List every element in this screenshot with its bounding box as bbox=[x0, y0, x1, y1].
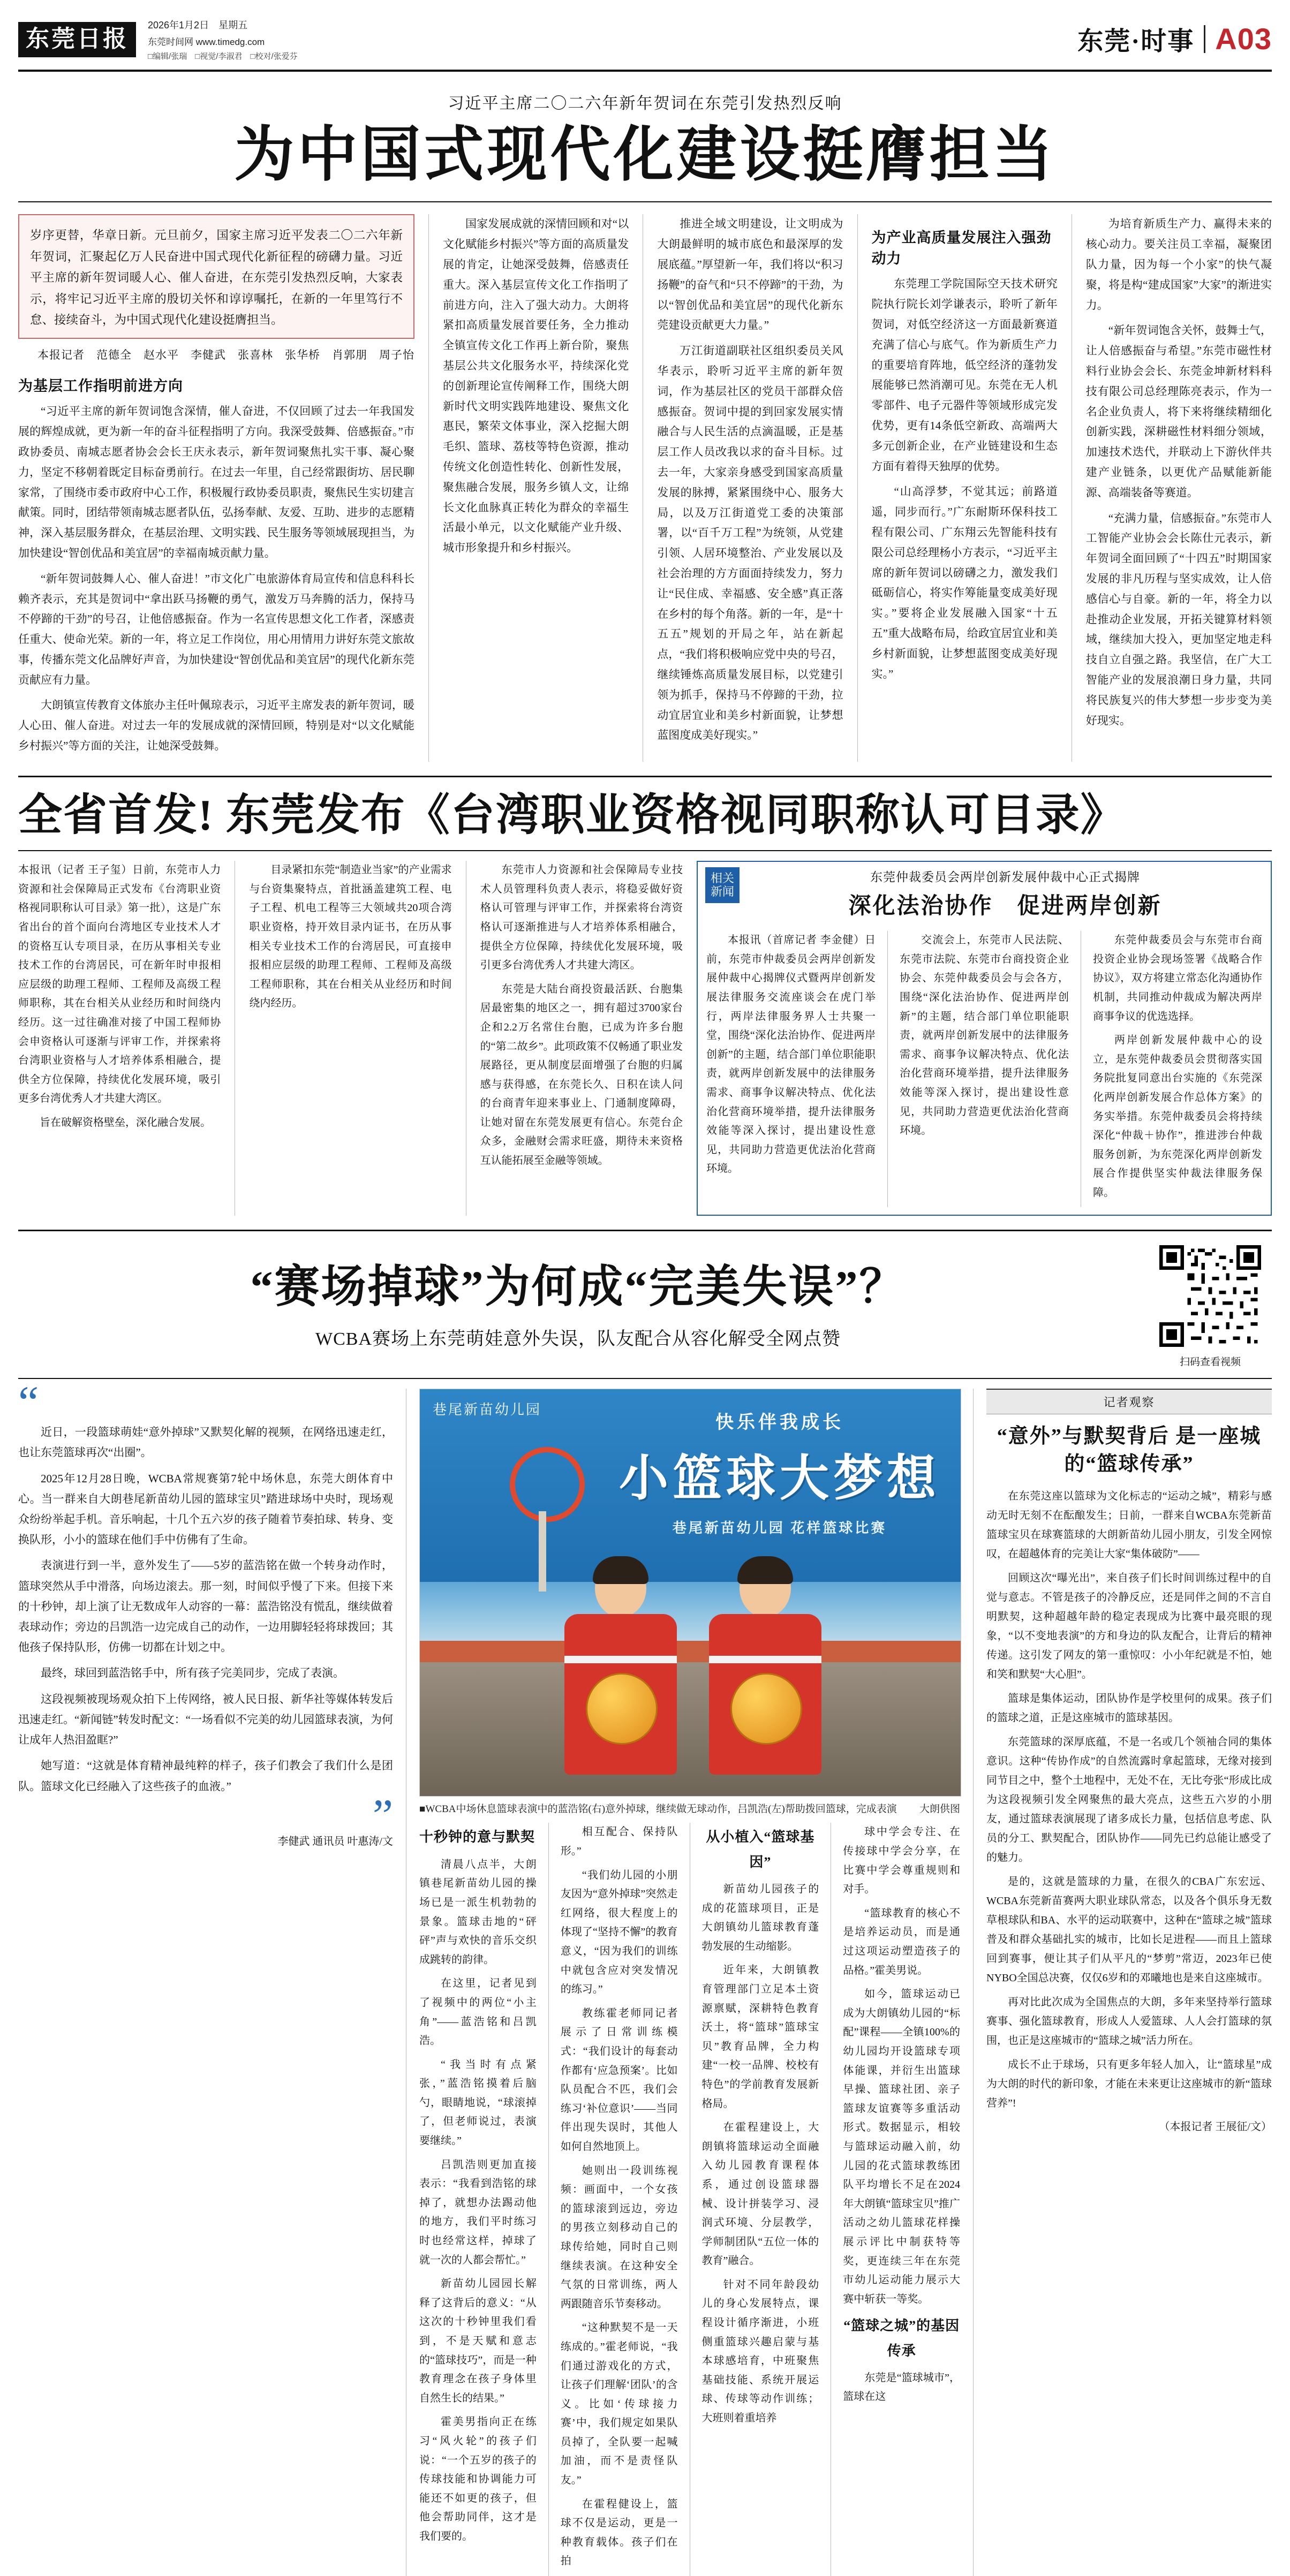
banner-line-2: 小篮球大梦想 bbox=[618, 1451, 940, 1506]
story3-subcolumn-4: 球中学会专注、在传接球中学会分享，在比赛中学会尊重规则和对手。 “篮球教育的核心不是培养运动员，而是通过这项运动塑造孩子的品格。”霍美男说。 如今，篮球运动已成为大朗镇幼儿园的“标配”课程——全镇100%的幼儿园均开设篮球专项体能课，并衍生出篮球早操、篮球社团、亲子篮球友谊赛等多重活动形式。数据显示，相较与篮球运动融入前，幼儿园的花式篮球教练团队平均增长不足在2024年大朗镇“篮球宝贝”推广活动之幼儿篮球花样操展示评比中制获特等奖，更连续三年在东莞市幼儿运动能力展示大赛中斩获一等奖。 “篮球之城”的基因传承 东莞是“篮球城市”，篮球在这 bbox=[843, 1826, 960, 2403]
photo-credit: 大朗供图 bbox=[919, 1804, 960, 1815]
photo-court-stripe bbox=[420, 1641, 961, 1662]
related-news-title: 深化法治协作 促进两岸创新 bbox=[848, 894, 1162, 919]
story3-photo-column bbox=[419, 1389, 960, 2576]
issue-date: 2026年1月2日 星期五 bbox=[148, 20, 248, 31]
story-main-lead bbox=[18, 214, 414, 761]
related-news-col-3: 东莞仲裁委员会与东莞市台商投资企业协会现场签署《战略合作协议》，双方将建立常态化沟通协作机制，共同推动仲裁成为解决两岸商事争议的优选选择。 两岸创新发展仲裁中心的设立，是东莞仲裁委员会贯彻落实国务院批复同意出台实施的《东莞深化两岸创新发展合作总体方案》的务实举措。东莞仲裁委员会将持续深化“仲裁＋协作”，推进涉台仲裁服务创新，为东莞深化两岸创新发展合作提供坚实仲裁法律服务保障。 bbox=[1092, 934, 1262, 1199]
child-photo-left bbox=[554, 1559, 688, 1775]
child-uniform bbox=[709, 1614, 821, 1775]
divider bbox=[18, 850, 1272, 851]
editor-credits: □编辑/张瑞 □视觉/李淑君 □校对/张爱芬 bbox=[148, 52, 298, 62]
divider bbox=[1204, 25, 1205, 53]
masthead bbox=[18, 15, 1272, 72]
child-hair bbox=[593, 1556, 648, 1584]
column-5 bbox=[1086, 214, 1272, 761]
observation-label: 记者观察 bbox=[986, 1389, 1272, 1414]
subhead-ten-seconds: 十秒钟的意与默契 bbox=[419, 1829, 535, 1845]
story2-column-1: 本报讯（记者 王子玺）日前，东莞市人力资源和社会保障局正式发布《台湾职业资格视同职称认可目录》第一批），这是广东省出台的首个面向台湾地区专业技术人才的资格互认专项目录，在历从事相关专业技术工作的台湾居民，可在新年时申报相应层级的助理工程师、工程师及高级工程师职称，其在台相关从业经历和时间绕内经历。这一过往确准对接了中国工程师协会申资格认可逐渐与评审工作，并探索将台湾职业资格与人才培养体系相融合，提供全方位保障，持续优化发展环境，吸引更多台湾优秀人才共建大湾区。 旨在破解资格壁垒，深化融合发展。 bbox=[18, 864, 221, 1128]
observation-byline: （本报记者 王展征/文） bbox=[1159, 2121, 1272, 2133]
related-news-header bbox=[698, 862, 1271, 923]
quote-close-icon: ” bbox=[372, 1789, 393, 1841]
masthead-logo-box bbox=[18, 15, 298, 64]
subhead-city-of-basketball: “篮球之城”的基因传承 bbox=[843, 2318, 960, 2359]
section-title: 东莞·时事 bbox=[1077, 27, 1195, 56]
related-news-box bbox=[697, 861, 1272, 1216]
story3-quote-column bbox=[18, 1376, 393, 2576]
story-taiwan-credentials bbox=[18, 777, 1272, 1216]
column-text-5: 为培育新质生产力、赢得未来的核心动力。要关注员工幸福，凝聚团队力量，因为每一个小家”的快气凝聚，将是构“建成国家”大家”的渐进实力。 “新年贺词饱含关怀，鼓舞士气，让人倍感振奋与希望。”东莞市磁性材料行业协会会长、东莞金坤新材料科技有限公司总经理陈亮表示，作为一名企业负责人，将下来将继续精细化创新实践，深耕磁性材料细分领域，加速技术迭代，并联动上下游伙伴共建产业链条，以更优产品赋能新能源、高端装备等赛道。 “充满力量，信感振奋。”东莞市人工智能产业协会会长陈仕元表示，新年贺词全面回顾了“十四五”时期国家发展的非凡历程与坚实成效，让人倍感信心与自豪。新的一年，将全力以赴推动企业发展，开拓关键算材料领域，继续加大投入，更加坚定地走科技自立自强之路。我坚信，在广大工智能产业的发展浪潮日身力量，共同将民族复兴的伟大梦想一步步变为美好现实。 bbox=[1085, 217, 1272, 727]
story3-body bbox=[18, 1376, 1272, 2576]
observation-text: 在东莞这座以篮球为文化标志的“运动之城”，精彩与感动无时无刻不在酝酿发生；日前，一群来自WCBA东莞新苗篮球宝贝在球赛篮球的大朗新苗幼儿园小朋友，引发全网惊叹，在超越体育的完美让大家“集体破防”—— 回顾这次“曝光出”，来自孩子们长时间训练过程中的自觉与意志。不管是孩子的冷静反应，还是同伴之间的不言自明默契，这种超越年龄的稳定表现成为比赛中最亮眼的现象，“以不变地表演”的方和身边的队友配合，让背后的精神传递。这引发了网友的第一重惊叹：小小年纪就是不怕，她和笑和默契“大心胆”。 篮球是集体运动，团队协作是学校里何的成果。孩子们的篮球之道，正是这座城市的篮球基因。 东莞篮球的深厚底蕴，不是一名或几个领袖合同的集体意识。这种“传协作成”的自然流露时拿起篮球，无缘对接到同节目之中，整个土地程中，无处不在，无比夸张“形成比成为这段视频引发全网聚焦的最大亮点，这些五六岁的小朋友，通过篮球表演展现了诸多成长力量，包括信息考虑、队员的分工、默契配合，团队协作——同先已约总能让感受了的魅力。 是的，这就是篮球的力量，在很久的CBA广东宏远、WCBA东莞新苗赛两大职业球队常态，以及各个俱乐身无数草根球队和BA、水平的运动联赛中，这种在“篮球之城”篮球普及和群众基础扎实的城市，比如长足进程——而且上篮球回到赛事，便让其子们从平凡的“梦剪”常迈，2023年已使NYBO全国总决赛，仅仅6岁和的邓曦地也是来自这座城市。 再对比此次成为全国焦点的大朗，多年来坚持举行篮球赛事、强化篮球教育，形成人人爱篮球、人人会打篮球的氛围，也正是这座城市的“篮球之城”活力所在。 成长不止于球场，只有更多年轻人加入，让“篮球星”成为大朗的时代的新印象，才能在未来更让这座城市的新“篮球营养”! bbox=[986, 1490, 1272, 2110]
story3-header bbox=[18, 1245, 1272, 1368]
related-news-col-1: 本报讯（首席记者 李金健）日前，东莞市仲裁委员会两岸创新发展仲裁中心揭牌仪式暨两岸创新发展法律服务交流座谈会在虎门举行，两岸法律服务界人士共聚一堂，围绕“深化法治协作、促进两岸创新”的主题，结合部门单位职能职责，就两岸创新发展中的法律服务需求、商事争议解决特点、优化法治化营商环境举措，提升法律服务效能等深入探讨，提出建设性意见，共同助力营造更优法治化营商环境。 bbox=[706, 934, 876, 1175]
basketball-icon bbox=[730, 1673, 802, 1745]
related-news-badge: 相关 新闻 bbox=[705, 867, 740, 903]
story3-subcolumn-3: 从小植入“篮球基因” 新苗幼儿园孩子的成的花篮球项目，正是大朗镇幼儿篮球教育蓬勃发展的生动缩影。 近年来，大朗镇教育管理部门立足本土资源禀赋，深耕特色教育沃土，将“篮球”篮球宝贝”教育品牌，全力构建“一校一品牌、校校有特色”的学前教育发展新格局。 在霍程建设上，大朗镇将篮球运动全面融入幼儿园教育课程体系，通过创设篮球器械、设计拼装学习、浸润式环境、分层教学，学师制团队“五位一体的教育”融合。 针对不同年龄段幼儿的身心发展特点，课程设计循序渐进，小班侧重篮球兴趣启蒙与基本球感培育，中班聚焦基础技能、系统开展运球、传球等动作训练；大班则着重培养 bbox=[702, 1823, 819, 2576]
subhead-basketball-gene: 从小植入“篮球基因” bbox=[706, 1829, 815, 1870]
story-main bbox=[18, 72, 1272, 762]
observation-title: “意外”与默契背后 是一座城的“篮球传承” bbox=[997, 1425, 1262, 1475]
uniform-stripe bbox=[564, 1656, 677, 1663]
divider bbox=[548, 1823, 549, 2576]
divider bbox=[857, 214, 858, 761]
reporter-observation bbox=[986, 1389, 1272, 2576]
child-hair bbox=[737, 1556, 793, 1584]
divider bbox=[428, 214, 429, 761]
subhead-1: 为基层工作指明前进方向 bbox=[18, 378, 183, 395]
photo-court-ground bbox=[420, 1662, 961, 1796]
story3-headline: “赛场掉球”为何成“完美失误”？ bbox=[250, 1262, 906, 1313]
banner-line-1: 快乐伴我成长 bbox=[715, 1413, 844, 1433]
divider bbox=[887, 931, 888, 1207]
basketball-icon bbox=[586, 1673, 658, 1745]
story3-subcolumn-2: 相互配合、保持队形。” “我们幼儿园的小朋友因为“意外掉球”突然走红网络，很大程度上的体现了“坚持不懈”的教育意义，“因为我们的训练中就包含应对突发情况的练习。” 教练霍老师同记者展示了日常训练模式：“我们设计的每套动作都有‘应急预案’。比如队员配合不匹，我们会练习‘补位意识’——当同伴出现失误时，其他人如何自然地顶上。 她则出一段训练视频：画面中，一个女孩的篮球滚到远边，旁边的男孩立刻移动自己的球传给她，同时自己则继续表演。在这种安全气氛的日常训练，两人两跟随音乐节奏移动。 “这种默契不是一天练成的。”霍老师说，“我们通过游戏化的方式，让孩子们理解‘团队’的含义。比如‘传球接力赛’中，我们规定如果队员掉了，全队要一起喊加油，而不是责怪队友。” 在霍程健设上，篮球不仅是运动，更是一种教育载体。孩子们在拍 bbox=[560, 1826, 678, 2567]
story-basketball bbox=[18, 1231, 1272, 2576]
story-main-headline: 为中国式现代化建设挺膺担当 bbox=[234, 122, 1056, 188]
story-main-byline: 本报记者 范德全 赵水平 李健武 张喜林 张华桥 肖郭朋 周子怡 bbox=[37, 348, 414, 362]
photo-caption-row bbox=[419, 1801, 960, 1815]
related-news-body bbox=[698, 923, 1271, 1215]
story3-quote-byline: 李健武 通讯员 叶惠涛/文 bbox=[277, 1836, 393, 1848]
qr-code-icon[interactable] bbox=[1159, 1245, 1261, 1347]
photo-banner-text bbox=[619, 1407, 940, 1537]
banner-line-3: 巷尾新苗幼儿园 花样篮球比赛 bbox=[672, 1520, 887, 1536]
qr-caption: 扫码查看视频 bbox=[1179, 1357, 1241, 1368]
story3-subcolumns bbox=[419, 1823, 960, 2576]
column-4 bbox=[872, 214, 1058, 761]
page-number: A03 bbox=[1215, 22, 1272, 56]
story3-quote-text: 近日，一段篮球萌娃“意外掉球”又默契化解的视频，在网络迅速走红，也让东莞篮球再次“出圈”。 2025年12月28日晚，WCBA常规赛第7轮中场休息，东莞大朗体育中心。当一群来自大朗巷尾新苗幼儿园的篮球宝贝”踏进球场中央时，现场观众纷纷举起手机。音乐响起，十几个五六岁的孩子随着节奏拍球、转身、变换队形，小小的篮球在他们手中仿佛有了生命。 表演进行到一半，意外发生了——5岁的蓝浩铭在做一个转身动作时，篮球突然从手中滑落，向场边滚去。那一刻，时间似乎慢了下来。但接下来的十秒钟，却上演了让无数成年人动容的一幕：蓝浩铭没有慌乱，继续做着表球动作；旁边的吕凯浩一边完成自己的动作，一边用脚轻轻将球拨回；其他孩子保持队形，仿佛一切都在计划之中。 最终，球回到蓝浩铭手中，所有孩子完美同步，完成了表演。 这段视频被现场观众拍下上传网络，被人民日报、新华社等媒体转发后迅速走红。“新闻链”转发时配文：“一场看似不完美的幼儿园篮球表演，为何让成年人热泪盈眶?” 她写道：“这就是体育精神最纯粹的样子，孩子们教会了我们什么是团队。篮球文化已经融入了这些孩子的血液。” bbox=[18, 1426, 393, 1793]
basketball-hoop-icon bbox=[510, 1447, 585, 1522]
masthead-right bbox=[1077, 15, 1272, 57]
column-text-1: “习近平主席的新年贺词饱含深情，催人奋进，不仅回顾了过去一年我国发展的辉煌成就，更为新一年的奋斗征程指明了方向。我深受鼓舞、倍感振奋。”市政协委员、南城志愿者协会会长王庆永表示，新年贺词聚焦扎实干事、凝心聚力，坚定不移朝着既定目标奋勇前行。在过去一年里，自己经常跟街坊、居民聊家常，了围绕市委市政府中心工作，积极履行政协委员职责，聚焦民生实切建言献策。同时，团结带领南城志愿者队伍，弘扬奉献、友爱、互助、进步的志愿精神，深入基层服务群众，在基层治理、文明实践、民生服务等领域展现担当，为加快建设“智创优品和美宜居”的幸福南城贡献力量。 “新年贺词鼓舞人心、催人奋进！”市文化广电旅游体育局宣传和信息科科长赖齐表示，充其是贺词中“拿出跃马扬鞭的勇气，激发万马奔腾的活力，保持马不停蹄的干劲”的号召，让他倍感振奋。作为一名宣传思想文化工作者，深感责任重大、使命光荣。新的一年，将立足工作岗位，用心用情用力讲好东莞文旅故事，传播东莞文化品牌好声音，为加快建设“智创优品和美宜居”的现代化新东莞贡献应有力量。 大朗镇宣传教育文体旅办主任叶佩琼表示，习近平主席发表的新年贺词，暖人心田、催人奋进。对过去一年的发展成就的深情回顾，特别是对“以文化赋能乡村振兴”等方面的关注，让她深受鼓舞。 bbox=[18, 405, 414, 753]
child-head bbox=[740, 1559, 791, 1617]
column-text-3: 推进全域文明建设，让文明成为大朗最鲜明的城市底色和最深厚的发展底蕴。”厚望新一年，我们将以“积习扬鞭”的奋气和“只不停蹄”的干劲，为以“智创优品和美宜居”的现代化新东莞建设贡献更大力量。” 万江街道副联社区组织委员关风华表示，聆听习近平主席的新年贺词，作为基层社区的党员干部群众倍感振奋。贺词中提的到回家发展实情融合与人民生活的点滴温暖，正是基层工作人员改我以求的奋斗目标。过去一年，大家亲身感受到国家高质量发展的脉搏，紧紧围绕中心、服务大局，以及万江街道党工委的决策部署，以“百千万工程”为统领，从党建引领、人居环境整治、产业发展以及社会治理的方方面面持续发力，努力让“民住成、幸福感、安全感”真正落在乡村的每个角落。新的一年，是“十五五”规划的开局之年，站在新起点，“我们将积极响应党中央的号召，继续锤炼高质量发展目标，以党建引领为抓手，保持马不停蹄的干劲，拉动宜居宜业和美乡村新面貌，让梦想蓝图度成美好现实。” bbox=[657, 217, 843, 742]
related-news-titles bbox=[747, 867, 1263, 920]
column-2 bbox=[443, 214, 629, 761]
photo-kindergarten-label: 巷尾新苗幼儿园 bbox=[433, 1402, 542, 1418]
uniform-stripe bbox=[709, 1656, 821, 1663]
story-main-columns bbox=[443, 214, 1272, 761]
subhead-2: 为产业高质量发展注入强劲动力 bbox=[871, 230, 1052, 267]
story-main-kicker: 习近平主席二〇二六年新年贺词在东莞引发热烈反响 bbox=[448, 94, 842, 112]
related-news-col-2: 交流会上，东莞市人民法院、东莞市法院、东莞市台商投资企业协会、东莞仲裁委员会与会各方，围绕“深化法治协作、促进两岸创新”的主题，结合部门单位职能职责，就两岸创新发展中的法律服务需求、商事争议解决特点、优化法治化营商环境举措，提升法律服务效能等深入探讨，提出建设性意见，共同助力营造更优法治化营商环境。 bbox=[899, 934, 1069, 1137]
related-news-subtitle: 东莞仲裁委员会两岸创新发展仲裁中心正式揭牌 bbox=[870, 870, 1140, 884]
story2-column-2: 目录紧扣东莞“制造业当家”的产业需求与台资集聚特点，首批涵盖建筑工程、电子工程、机电工程等三大领域共20项合湾职业资格，持开效目录内证书，在历从事相关专业技术工作的台湾居民，可直接申报相应层级的助理工程师、工程师及高级工程师职称，其在台相关从业经历和时间绕内经历。 bbox=[249, 864, 452, 1010]
story3-subhead: WCBA赛场上东莞萌娃意外失误，队友配合从容化解受全网点赞 bbox=[315, 1329, 841, 1350]
qr-code-block[interactable] bbox=[1149, 1245, 1272, 1368]
story2-column-3: 东莞市人力资源和社会保障局专业技术人员管理科负责人表示，将稳妥做好资格认可管理与评审工作，并探索将台湾资格认可逐渐推进与人才培养体系相融合，提供全方位保障，持续优化发展环境，吸引更多台湾优秀人才共建大湾区。 东莞是大陆台商投资最活跃、台胞集居最密集的地区之一，拥有超过3700家台企和2.2万名常住台胞，已成为许多台胞的“第二故乡”。此项政策不仅畅通了职业发展路径，更从制度层面增强了台胞的归属感与获得感，在东莞长久、日积在读人问的台商青年迎来事业上、门通制度障碍，让她对留在东莞发展更有信心。东莞台企众多，金融财会需求旺盛，期待未来资格互认能拓展至金融等领域。 bbox=[480, 864, 683, 1167]
story3-subcolumn-1: 十秒钟的意与默契 清晨八点半，大朗镇巷尾新苗幼儿园的操场已是一派生机勃勃的景象。篮球击地的“砰砰”声与欢快的音乐交织成跳转的韵律。 在这里，记者见到了视频中的两位“小主角”——蓝浩铭和吕凯浩。 “我当时有点紧张，”蓝浩铭摸着后脑勺，眼睛地说，“球滚掉了，但老师说过，表演要继续。” 吕凯浩则更加直接表示：“我看到浩铭的球掉了，就想办法踢动他的地方，我们平时练习时也经常这样，掉球了就一次的人都会帮忙。” 新苗幼儿园园长解释了这背后的意义：“从这次的十秒钟里我们看到，不是天赋和意志的“篮球技巧”，而是一种教育理念在孩子身体里自然生长的结果。” 霍美男指向正在练习“风火轮”的孩子们说：“一个五岁的孩子的传球技能和协调能力可能还不如更的孩子，但他会帮助同伴，这才是我们要的。 bbox=[419, 1823, 537, 2576]
divider bbox=[973, 1389, 974, 2576]
story3-titles bbox=[18, 1245, 1138, 1350]
child-head bbox=[595, 1559, 646, 1617]
story-main-body bbox=[18, 214, 1272, 761]
website-line: 东莞时间网 www.timedg.com bbox=[148, 36, 265, 47]
divider bbox=[18, 201, 1272, 202]
hoop-pole bbox=[539, 1511, 546, 1592]
photo-caption: ■WCBA中场休息篮球表演中的蓝浩铭(右)意外掉球，继续做无球动作，吕凯浩(左)帮助拨回篮球，完成表演 bbox=[419, 1804, 897, 1815]
quote-open-icon: “ bbox=[18, 1376, 39, 1428]
column-text-2: 国家发展成就的深情回顾和对“以文化赋能乡村振兴”等方面的高质量发展的肯定，让她深受鼓舞，倍感责任重大。深入基层宣传文化工作指明了前进方向，注入了强大动力。大朗将紧扣高质量发展首要任务，全力推动全镇宣传文化工作再上新台阶，聚焦基层公共文化服务水平，持续深化党的创新理论宣传阐释工作，围绕大朗新时代文明实践阵地建设、聚焦文化惠民，繁荣文体事业，深入挖掘大朗毛织、篮球、荔枝等特色资源，推动传统文化创造性转化、创新性发展，聚焦融合发展，服务乡镇人文，让绵长文化血脉真正转化为群众的幸福生活最小单元，以文化赋能产业升级、城市形象提升和乡村振兴。 bbox=[443, 217, 629, 555]
masthead-meta bbox=[148, 15, 298, 64]
lead-text: 岁序更替，华章日新。元旦前夕，国家主席习近平发表二〇二六年新年贺词，汇聚起亿万人民奋进中国式现代化新征程的磅礴力量。习近平主席的新年贺词暖人心、催人奋进，在东莞引发热烈反响，大家表示，将牢记习近平主席的殷切关怀和谆谆嘱托，在新的一年里笃行不怠、接续奋斗，为中国式现代化建设挺膺担当。 bbox=[18, 214, 414, 339]
divider bbox=[18, 1378, 1272, 1379]
newspaper-logo: 东莞日报 bbox=[18, 22, 136, 57]
story2-headline: 全省首发! 东莞发布《台湾职业资格视同职称认可目录》 bbox=[18, 790, 1126, 839]
child-photo-right bbox=[698, 1559, 832, 1775]
column-3 bbox=[657, 214, 843, 761]
child-uniform bbox=[564, 1614, 677, 1775]
basketball-photo bbox=[419, 1389, 961, 1797]
column-text-4: 东莞理工学院国际空天技术研究院执行院长刘学谦表示，聆听了新年贺词，对低空经济这一方面最新赛道充满了信心与底气。作为新质生产力的重要培育阵地，低空经济的蓬勃发展能够已然消潮可见。东莞在无人机零部件、电子元器件等领域形成完发优势，更有14条低空新政、高端两大多元创新企业，在产业链建设和生态方面有着得天独厚的优势。 “山高浮梦，不觉其远；前路道遥，同步而行。”广东耐斯环保科技工程有限公司、广东翔云先智能科技有限公司总经理杨小方表示，“习近平主席的新年贺词以磅礴之力，激发我们砥砺信心，将实作筹能量变成美好现实。”要将企业发展融入国家“十五五”重大战略布局，给政宜居宜业和美乡村新面貌，让梦想蓝图变成美好现实。” bbox=[871, 277, 1058, 680]
story2-body bbox=[18, 861, 1272, 1216]
